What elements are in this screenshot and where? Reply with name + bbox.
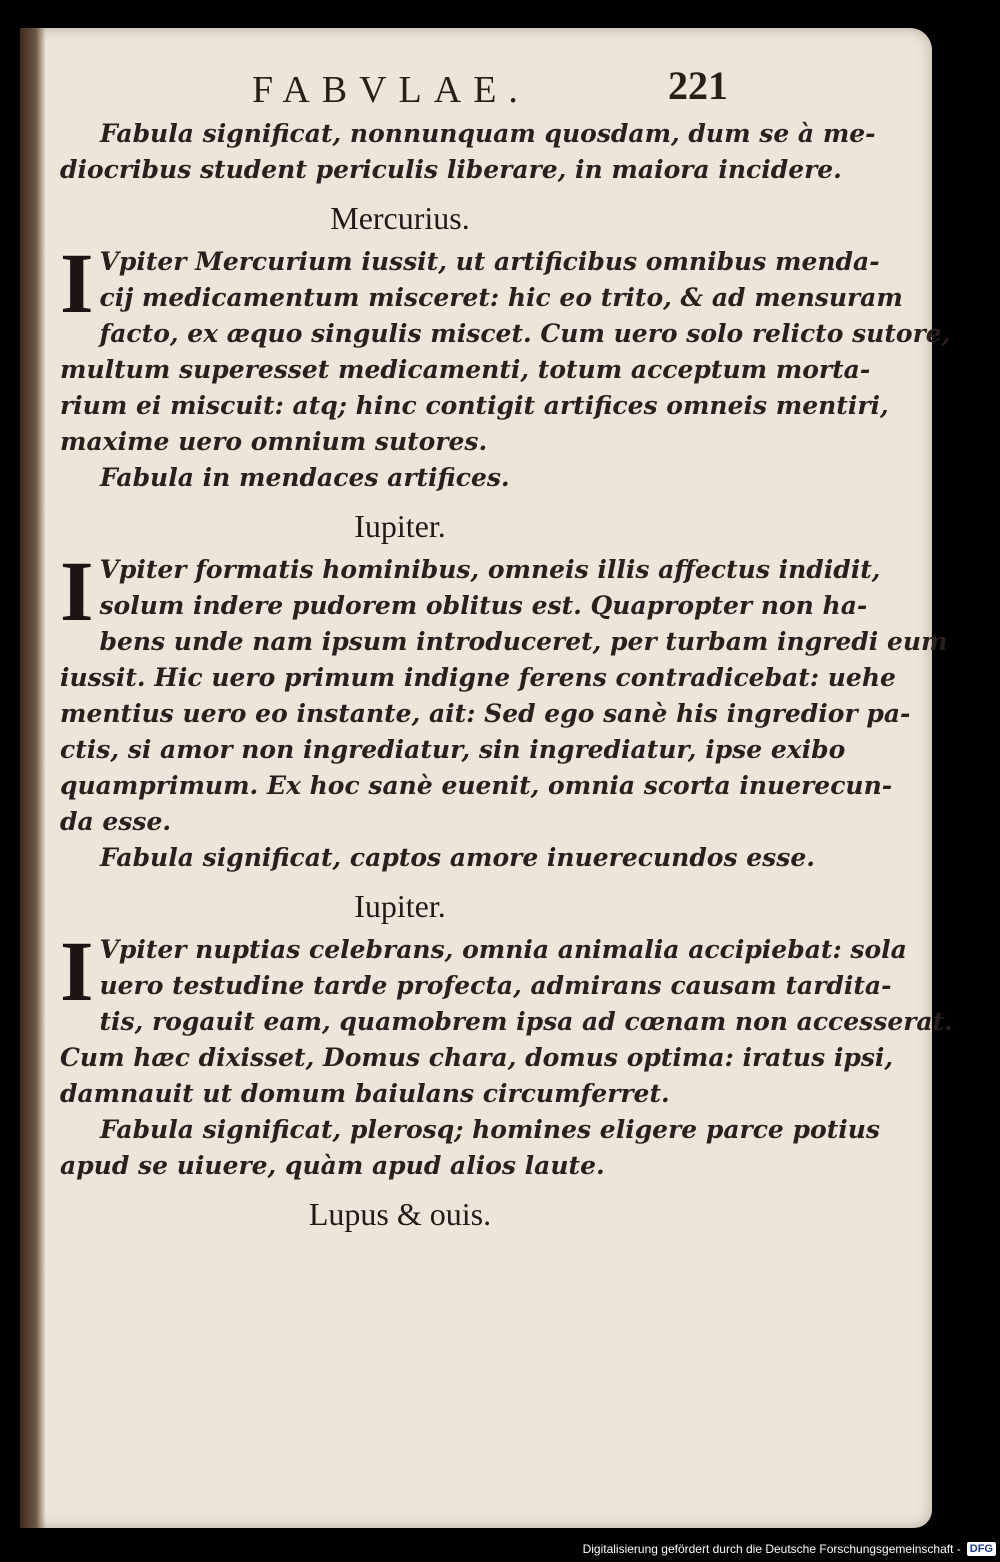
text-line: bens unde nam ipsum introduceret, per turbam ingredi eum xyxy=(99,627,948,656)
text-line: rium ei miscuit: atq; hinc contigit artifices omneis mentiri, xyxy=(60,391,889,420)
fable-text xyxy=(60,923,953,1112)
page-body xyxy=(60,116,953,1240)
fable-heading-mercurius: Mercurius. xyxy=(330,200,470,236)
drop-cap: I xyxy=(60,923,94,1019)
drop-cap: I xyxy=(60,235,94,331)
text-line: quamprimum. Ex hoc sanè euenit, omnia scorta inuerecun- xyxy=(60,771,893,800)
text-line: Cum hæc dixisset, Domus chara, domus optima: iratus ipsi, xyxy=(60,1043,894,1072)
fable-heading-lupus-ouis: Lupus & ouis. xyxy=(308,1196,492,1232)
dfg-logo: DFG xyxy=(967,1542,996,1556)
text-line: uero testudine tarde profecta, admirans causam tardita- xyxy=(99,971,892,1000)
text-line: facto, ex æquo singulis miscet. Cum uero solo relicto sutore, xyxy=(99,319,951,348)
page-number: 221 xyxy=(668,63,728,108)
text-line: da esse. xyxy=(60,807,172,836)
text-line: Fabula significat, nonnunquam quosdam, dum se à me- xyxy=(100,119,876,148)
text-line: Fabula in mendaces artifices. xyxy=(100,463,510,492)
text-line: apud se uiuere, quàm apud alios laute. xyxy=(60,1151,605,1180)
text-line: mentius uero eo instante, ait: Sed ego sanè his ingredior pa- xyxy=(60,699,911,728)
moral-text xyxy=(60,840,815,876)
drop-cap: I xyxy=(60,543,94,639)
text-line: Vpiter Mercurium iussit, ut artificibus omnibus menda- xyxy=(99,247,880,276)
fable-heading-iupiter: Iupiter. xyxy=(354,508,446,544)
text-line: maxime uero omnium sutores. xyxy=(60,427,488,456)
fable-text xyxy=(60,543,948,840)
text-line: solum indere pudorem oblitus est. Quapropter non ha- xyxy=(99,591,868,620)
footer-credit: Digitalisierung gefördert durch die Deutsche Forschungsgemeinschaft - xyxy=(582,1542,961,1556)
text-line: Fabula significat, captos amore inuerecundos esse. xyxy=(100,843,815,872)
text-line: tis, rogauit eam, quamobrem ipsa ad cœnam non accesserat. xyxy=(99,1007,953,1036)
book-page xyxy=(20,28,953,1528)
text-line: iussit. Hic uero primum indigne ferens contradicebat: uehe xyxy=(60,663,896,692)
fable-heading-iupiter-2: Iupiter. xyxy=(354,888,446,924)
moral-text xyxy=(60,116,876,188)
text-line: cij medicamentum misceret: hic eo trito, & ad mensuram xyxy=(99,283,903,312)
page-spine-shadow xyxy=(20,28,46,1528)
text-line: Fabula significat, plerosq; homines eligere parce potius xyxy=(100,1115,880,1144)
text-line: Vpiter nuptias celebrans, omnia animalia accipiebat: sola xyxy=(99,935,907,964)
text-line: Vpiter formatis hominibus, omneis illis affectus indidit, xyxy=(99,555,881,584)
text-line: multum superesset medicamenti, totum acceptum morta- xyxy=(60,355,871,384)
text-line: damnauit ut domum baiulans circumferret. xyxy=(60,1079,670,1108)
text-line: diocribus student periculis liberare, in maiora incidere. xyxy=(60,155,842,184)
text-line: ctis, si amor non ingrediatur, sin ingrediatur, ipse exibo xyxy=(60,735,846,764)
moral-text xyxy=(60,1112,880,1184)
fable-text xyxy=(60,235,951,460)
running-head-title: FABVLAE. xyxy=(252,69,530,111)
moral-text xyxy=(60,460,740,496)
digitization-footer xyxy=(583,1536,1000,1562)
